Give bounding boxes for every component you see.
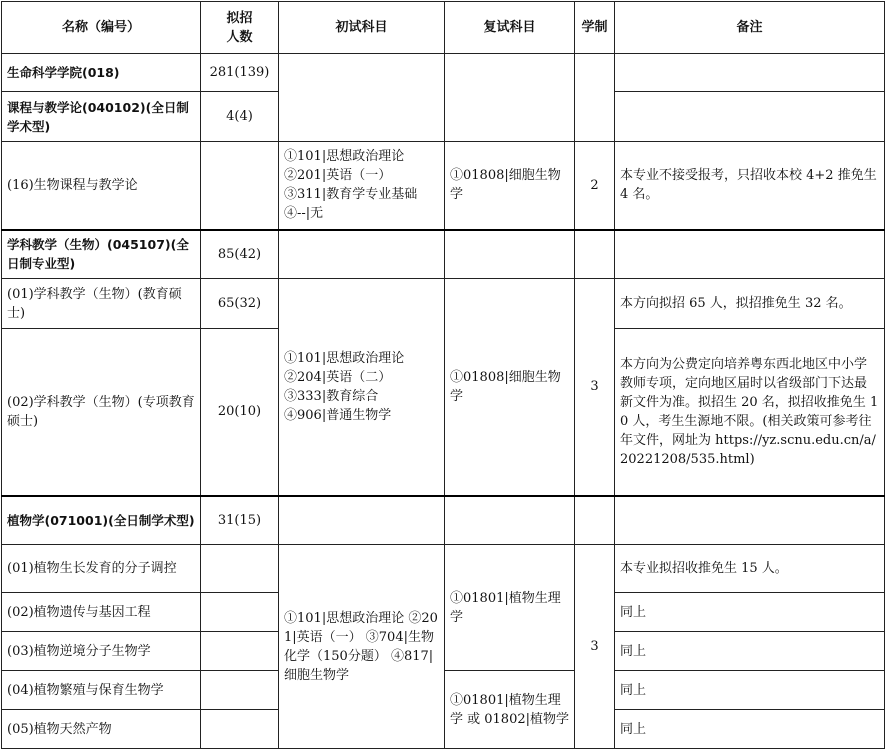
initial-subject: ②204|英语（二） bbox=[284, 369, 392, 385]
empty-cell bbox=[445, 496, 575, 545]
table-row bbox=[2, 142, 885, 230]
table-row bbox=[2, 545, 885, 593]
bot04-name: (04)植物繁殖与保育生物学 bbox=[2, 671, 201, 710]
bot03-note: 同上 bbox=[615, 632, 885, 671]
curr16-retest: ①01808|细胞生物学 bbox=[445, 142, 575, 230]
header-quota-line1: 拟招 bbox=[226, 10, 253, 26]
empty-cell bbox=[445, 230, 575, 279]
subj-initial bbox=[279, 279, 445, 496]
bot02-note: 同上 bbox=[615, 593, 885, 632]
subj02-note: 本方向为公费定向培养粤东西北地区中小学教师专项，定向地区届时以省级部门下达最新文件为准。拟招生 20 名，拟招收推免生 10 人，考生生源地不限。(相关政策可参考往年文件，网址为 https://yz.scnu.edu.cn/a/20221208/535.html) bbox=[615, 329, 885, 496]
curr-quota: 4(4) bbox=[201, 92, 279, 142]
empty-cell bbox=[575, 230, 615, 279]
subj01-quota: 65(32) bbox=[201, 279, 279, 329]
initial-subject: ②201|英语（一） bbox=[284, 168, 392, 184]
bot-years: 3 bbox=[575, 545, 615, 749]
initial-subject: ③311|教育学专业基础 bbox=[284, 187, 418, 203]
header-row bbox=[2, 2, 885, 54]
empty-cell bbox=[201, 142, 279, 230]
bot-name: 植物学(071001)(全日制学术型) bbox=[2, 496, 201, 545]
initial-subject: ④--|无 bbox=[284, 206, 324, 222]
bot-initial: ①101|思想政治理论 ②201|英语（一） ③704|生物化学（150分题） ④817|细胞生物学 bbox=[279, 545, 445, 749]
empty-cell bbox=[575, 496, 615, 545]
header-initial: 初试科目 bbox=[279, 2, 445, 54]
subj02-quota: 20(10) bbox=[201, 329, 279, 496]
empty-cell bbox=[201, 710, 279, 749]
bot-quota: 31(15) bbox=[201, 496, 279, 545]
empty-cell bbox=[615, 92, 885, 142]
bot03-name: (03)植物逆境分子生物学 bbox=[2, 632, 201, 671]
curr16-years: 2 bbox=[575, 142, 615, 230]
table-row bbox=[2, 496, 885, 545]
bot02-name: (02)植物遗传与基因工程 bbox=[2, 593, 201, 632]
header-quota-line2: 人数 bbox=[226, 29, 253, 45]
empty-cell bbox=[279, 54, 445, 142]
initial-subject: ③333|教育综合 bbox=[284, 388, 379, 404]
empty-cell bbox=[201, 545, 279, 593]
empty-cell bbox=[575, 54, 615, 142]
table-row bbox=[2, 279, 885, 329]
initial-subject: ④906|普通生物学 bbox=[284, 407, 392, 423]
bot-retest-a: ①01801|植物生理学 bbox=[445, 545, 575, 671]
bot04-note: 同上 bbox=[615, 671, 885, 710]
empty-cell bbox=[615, 230, 885, 279]
empty-cell bbox=[201, 671, 279, 710]
empty-cell bbox=[279, 496, 445, 545]
header-retest: 复试科目 bbox=[445, 2, 575, 54]
bot05-name: (05)植物天然产物 bbox=[2, 710, 201, 749]
subj02-name: (02)学科教学（生物）(专项教育硕士) bbox=[2, 329, 201, 496]
subj-retest: ①01808|细胞生物学 bbox=[445, 279, 575, 496]
subj-quota: 85(42) bbox=[201, 230, 279, 279]
college-quota: 281(139) bbox=[201, 54, 279, 92]
bot05-note: 同上 bbox=[615, 710, 885, 749]
empty-cell bbox=[615, 496, 885, 545]
subj-name: 学科教学（生物）(045107)(全日制专业型) bbox=[2, 230, 201, 279]
header-notes: 备注 bbox=[615, 2, 885, 54]
admissions-table bbox=[1, 1, 885, 749]
header-years: 学制 bbox=[575, 2, 615, 54]
table-row bbox=[2, 230, 885, 279]
empty-cell bbox=[445, 54, 575, 142]
bot01-note: 本专业拟招收推免生 15 人。 bbox=[615, 545, 885, 593]
subj01-name: (01)学科教学（生物）(教育硕士) bbox=[2, 279, 201, 329]
bot-retest-b: ①01801|植物生理学 或 01802|植物学 bbox=[445, 671, 575, 749]
header-quota bbox=[201, 2, 279, 54]
curr16-note: 本专业不接受报考，只招收本校 4+2 推免生 4 名。 bbox=[615, 142, 885, 230]
initial-subject: ①101|思想政治理论 bbox=[284, 149, 405, 165]
curr16-name: (16)生物课程与教学论 bbox=[2, 142, 201, 230]
curr16-initial bbox=[279, 142, 445, 230]
initial-subject: ①101|思想政治理论 bbox=[284, 350, 405, 366]
college-name: 生命科学学院(018) bbox=[2, 54, 201, 92]
subj-years: 3 bbox=[575, 279, 615, 496]
empty-cell bbox=[201, 593, 279, 632]
curr-name: 课程与教学论(040102)(全日制学术型) bbox=[2, 92, 201, 142]
empty-cell bbox=[279, 230, 445, 279]
header-name: 名称（编号） bbox=[2, 2, 201, 54]
empty-cell bbox=[615, 54, 885, 92]
subj01-note: 本方向拟招 65 人，拟招推免生 32 名。 bbox=[615, 279, 885, 329]
bot01-name: (01)植物生长发育的分子调控 bbox=[2, 545, 201, 593]
table-row bbox=[2, 54, 885, 92]
empty-cell bbox=[201, 632, 279, 671]
